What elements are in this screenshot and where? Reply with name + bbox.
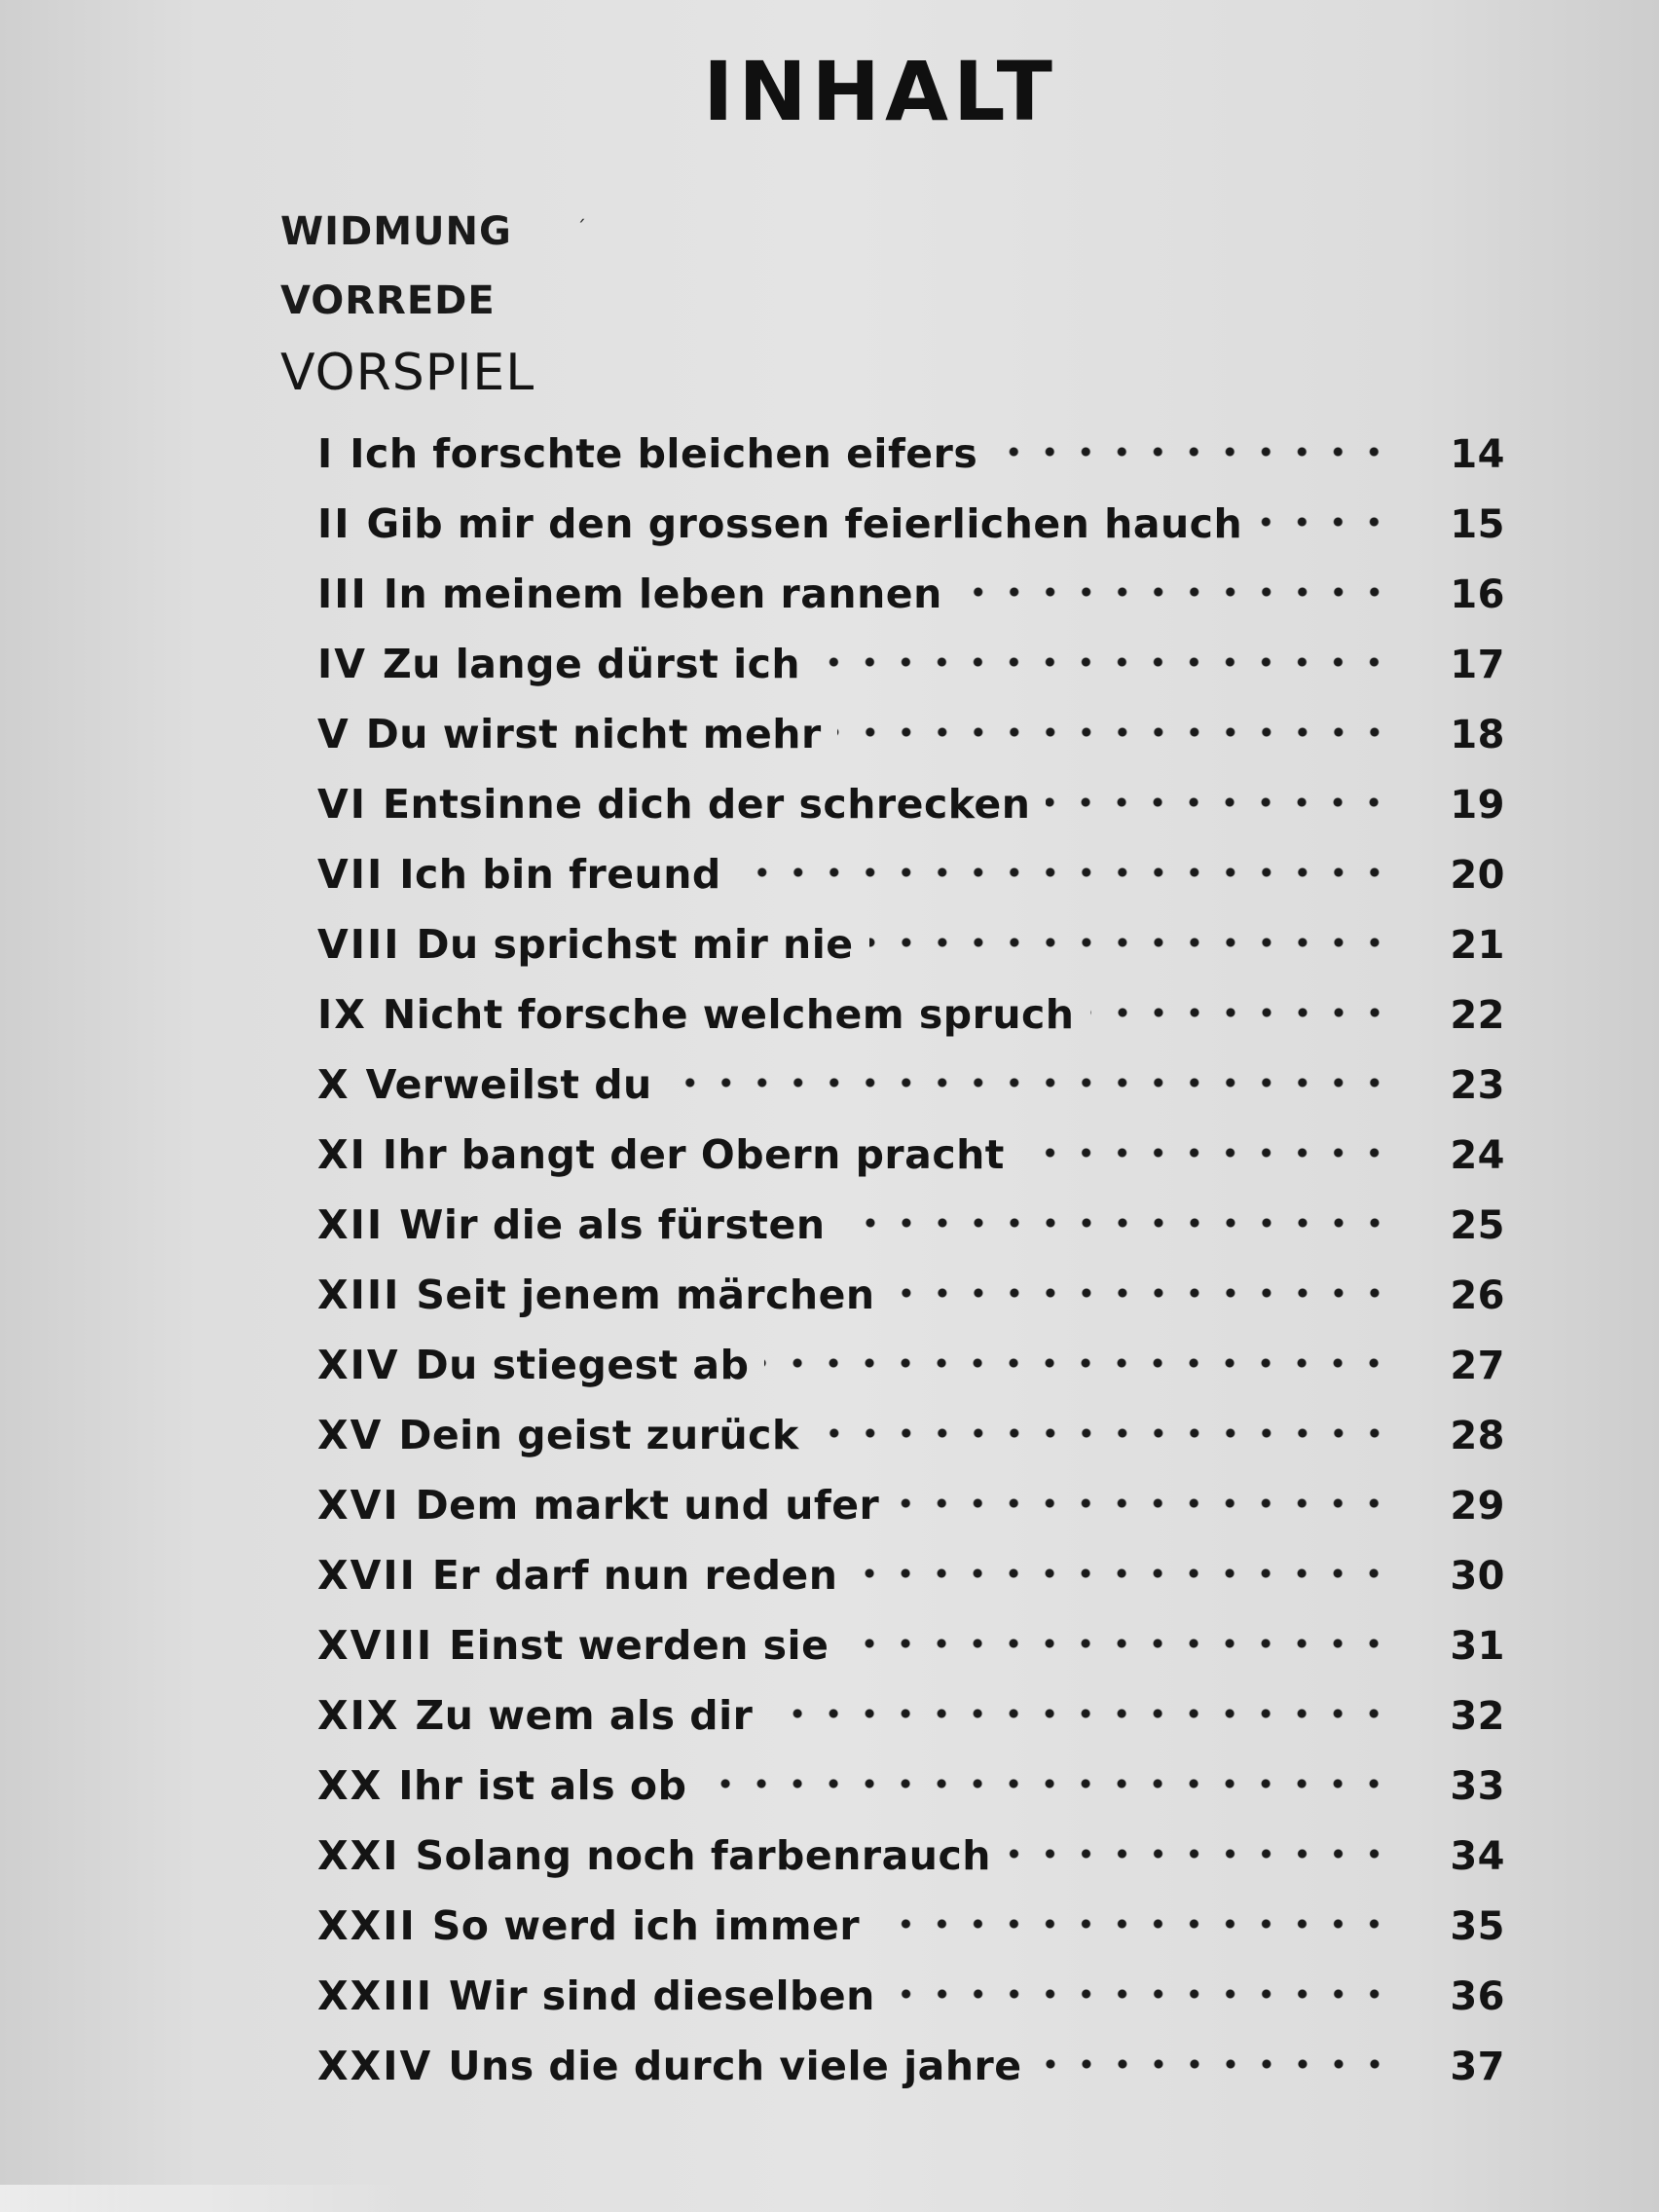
dot-leader — [875, 1918, 1392, 1930]
toc-entry — [317, 1751, 1505, 1821]
toc-entry-page-number: 24 — [1450, 1133, 1505, 1178]
dot-leader — [853, 1567, 1392, 1579]
toc-entry-number: II — [317, 500, 351, 547]
toc-entry-title: So werd ich immer — [431, 1902, 861, 1949]
page-title: INHALT — [703, 44, 1057, 139]
toc-entry-number: XII — [317, 1201, 385, 1248]
toc-entry-page-number: 16 — [1450, 572, 1505, 617]
dot-leader — [815, 1427, 1392, 1439]
toc-entry-title: Zu lange dürst ich — [383, 641, 801, 687]
toc-entry-number: VII — [317, 851, 385, 898]
toc-entry-number: VI — [317, 781, 367, 828]
toc-entry-page-number: 25 — [1450, 1203, 1505, 1248]
toc-entry — [317, 1680, 1505, 1751]
toc-entry-title: Nicht forsche welchem spruch — [382, 991, 1075, 1038]
toc-entry — [317, 1120, 1505, 1190]
toc-entry-number: XVIII — [317, 1622, 434, 1669]
toc-entry — [317, 1891, 1505, 1961]
section-vorrede: VORREDE — [280, 278, 496, 323]
toc-entry-page-number: 23 — [1450, 1063, 1505, 1108]
toc-entry-title: Zu wem als dir — [415, 1692, 754, 1739]
toc-entry — [317, 839, 1505, 909]
toc-entry-page-number: 33 — [1450, 1764, 1505, 1809]
toc-entry-number: XIV — [317, 1342, 400, 1388]
toc-entry — [317, 909, 1505, 979]
toc-entry-title: Einst werden sie — [449, 1622, 830, 1669]
toc-entry-number: XI — [317, 1131, 367, 1178]
toc-entry — [317, 1821, 1505, 1891]
dot-leader — [1258, 516, 1392, 528]
toc-entry-page-number: 32 — [1450, 1694, 1505, 1739]
toc-entry-number: XXI — [317, 1832, 400, 1879]
section-widmung: WIDMUNG — [280, 209, 512, 254]
dot-leader — [869, 937, 1392, 948]
toc-entry-page-number: 26 — [1450, 1273, 1505, 1318]
toc-entry-number: I — [317, 430, 335, 477]
toc-entry — [317, 1260, 1505, 1330]
toc-entry-title: Du stiegest ab — [415, 1342, 750, 1388]
toc-entry — [317, 1470, 1505, 1540]
toc-entry — [317, 1961, 1505, 2031]
toc-entry-number: XXIII — [317, 1972, 433, 2019]
toc-entry-title: Uns die durch viele jahre — [448, 2043, 1022, 2089]
toc-entry-page-number: 28 — [1450, 1414, 1505, 1458]
toc-entry-title: Wir sind dieselben — [449, 1972, 875, 2019]
toc-entry — [317, 1400, 1505, 1470]
toc-entry-number: VIII — [317, 921, 401, 968]
toc-entry-number: XVII — [317, 1552, 417, 1599]
dot-leader — [1007, 1848, 1392, 1860]
toc-entry-title: Er darf nun reden — [431, 1552, 838, 1599]
toc-entry-page-number: 18 — [1450, 713, 1505, 757]
toc-entry-number: III — [317, 571, 368, 617]
dot-leader — [1090, 1007, 1393, 1018]
toc-entry-title: Seit jenem märchen — [416, 1272, 875, 1318]
toc-entry-title: Entsinne dich der schrecken — [383, 781, 1031, 828]
table-of-contents — [317, 419, 1505, 2101]
toc-entry-number: IX — [317, 991, 367, 1038]
toc-entry — [317, 419, 1505, 489]
toc-entry-number: V — [317, 711, 350, 757]
dot-leader — [891, 1287, 1392, 1299]
toc-entry-page-number: 27 — [1450, 1344, 1505, 1388]
dot-leader — [958, 586, 1392, 598]
toc-entry — [317, 629, 1505, 699]
dot-leader — [1038, 2058, 1392, 2070]
dot-leader — [844, 1638, 1392, 1649]
dot-leader — [816, 656, 1392, 668]
toc-entry — [317, 769, 1505, 839]
toc-entry — [317, 489, 1505, 559]
toc-entry-number: X — [317, 1061, 350, 1108]
toc-entry-page-number: 35 — [1450, 1904, 1505, 1949]
toc-entry — [317, 559, 1505, 629]
dot-leader — [768, 1708, 1392, 1719]
dot-leader — [737, 866, 1392, 878]
section-vorspiel: VORSPIEL — [280, 344, 535, 402]
toc-entry-title: Du wirst nicht mehr — [365, 711, 822, 757]
toc-entry-title: Ich bin freund — [399, 851, 721, 898]
toc-entry — [317, 1190, 1505, 1260]
toc-entry — [317, 2031, 1505, 2101]
dot-leader — [891, 1988, 1392, 2000]
toc-entry-page-number: 22 — [1450, 993, 1505, 1038]
dot-leader — [993, 446, 1392, 458]
toc-entry-title: Ihr ist als ob — [398, 1762, 687, 1809]
toc-entry — [317, 1540, 1505, 1610]
toc-entry-title: Dem markt und ufer — [415, 1482, 880, 1529]
dot-leader — [837, 726, 1392, 738]
dot-leader — [764, 1357, 1392, 1369]
toc-entry-title: Ihr bangt der Obern pracht — [382, 1131, 1005, 1178]
toc-entry-number: XV — [317, 1412, 384, 1458]
toc-entry-title: Dein geist zurück — [398, 1412, 799, 1458]
toc-entry-number: XXIV — [317, 2043, 433, 2089]
toc-entry — [317, 1610, 1505, 1680]
dot-leader — [895, 1497, 1392, 1509]
toc-entry-page-number: 34 — [1450, 1834, 1505, 1879]
toc-entry-page-number: 20 — [1450, 853, 1505, 898]
toc-entry-page-number: 30 — [1450, 1554, 1505, 1599]
toc-entry-number: XVI — [317, 1482, 400, 1529]
toc-entry-page-number: 36 — [1450, 1974, 1505, 2019]
toc-entry-title: Solang noch farbenrauch — [415, 1832, 991, 1879]
toc-entry-page-number: 15 — [1450, 502, 1505, 547]
toc-entry-page-number: 29 — [1450, 1484, 1505, 1529]
toc-entry-page-number: 21 — [1450, 923, 1505, 968]
toc-entry-number: IV — [317, 641, 367, 687]
toc-entry-page-number: 37 — [1450, 2045, 1505, 2089]
toc-entry-title: Verweilst du — [365, 1061, 652, 1108]
toc-entry-page-number: 19 — [1450, 783, 1505, 828]
toc-entry-title: Ich forschte bleichen eifers — [350, 430, 978, 477]
toc-entry-page-number: 31 — [1450, 1624, 1505, 1669]
toc-entry-title: Gib mir den grossen feierlichen hauch — [366, 500, 1243, 547]
toc-entry-number: XX — [317, 1762, 384, 1809]
dot-leader — [702, 1778, 1392, 1789]
dot-leader — [668, 1077, 1392, 1088]
toc-entry-title: Wir die als fürsten — [399, 1201, 826, 1248]
toc-entry-number: XIX — [317, 1692, 400, 1739]
toc-entry-title: In meinem leben rannen — [383, 571, 942, 617]
toc-entry — [317, 1330, 1505, 1400]
toc-entry-page-number: 17 — [1450, 643, 1505, 687]
watermark-band — [0, 2185, 409, 2212]
toc-entry-page-number: 14 — [1450, 432, 1505, 477]
toc-entry — [317, 979, 1505, 1050]
toc-entry — [317, 699, 1505, 769]
toc-entry-number: XXII — [317, 1902, 417, 1949]
dot-leader — [1046, 796, 1392, 808]
toc-entry-title: Du sprichst mir nie — [416, 921, 854, 968]
toc-entry — [317, 1050, 1505, 1120]
stray-mark: ´ — [576, 216, 586, 240]
toc-entry-number: XIII — [317, 1272, 401, 1318]
dot-leader — [1020, 1147, 1392, 1159]
dot-leader — [841, 1217, 1392, 1229]
